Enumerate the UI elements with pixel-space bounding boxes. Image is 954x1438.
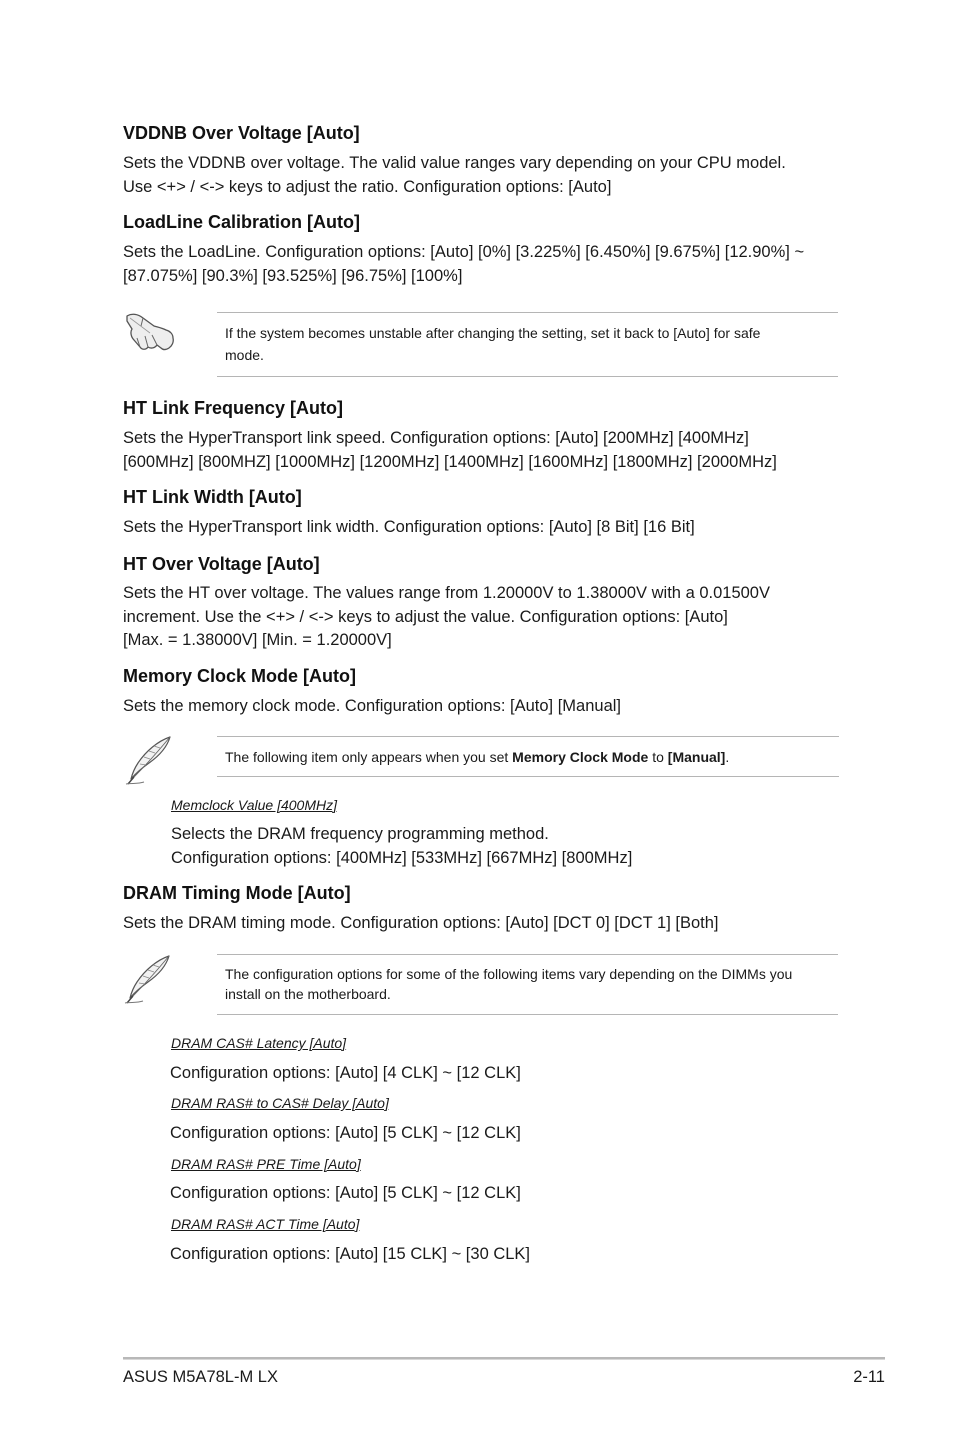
vddnb-heading: VDDNB Over Voltage [Auto] [123, 123, 360, 143]
memclock-description [123, 695, 853, 719]
note-unstable-line-1: If the system becomes unstable after changing the setting, set it back to [Auto] for safe [225, 325, 761, 341]
rasact-description [170, 1242, 530, 1266]
dramtiming-heading: DRAM Timing Mode [Auto] [123, 883, 351, 903]
htfreq-line-2: [600MHz] [800MHZ] [1000MHz] [1200MHz] [1400MHz] [1600MHz] [1800MHz] [2000MHz] [123, 452, 777, 471]
raspre-line-1: Configuration options: [Auto] [5 CLK] ~ [12 CLK] [170, 1184, 521, 1202]
htfreq-line-1: Sets the HyperTransport link speed. Configuration options: [Auto] [200MHz] [400MHz] [123, 429, 749, 447]
memclockvalue-description [171, 822, 632, 870]
cas-heading: DRAM CAS# Latency [Auto] [171, 1035, 347, 1051]
htvolt-line-2: increment. Use the <+> / <-> keys to adjust the value. Configuration options: [Auto] [123, 607, 728, 626]
note-memclock-line [225, 746, 729, 768]
note-dimm-line-1: The configuration options for some of the following items vary depending on the DIMMs you [225, 966, 793, 982]
vddnb-description [123, 152, 853, 199]
htvolt-heading: HT Over Voltage [Auto] [123, 554, 320, 574]
rasact-heading: DRAM RAS# ACT Time [Auto] [171, 1216, 360, 1232]
rasact-line-1: Configuration options: [Auto] [15 CLK] ~ [30 CLK] [170, 1245, 531, 1263]
memclockvalue-line-2: Configuration options: [400MHz] [533MHz] [667MHz] [800MHz] [171, 849, 633, 867]
htwidth-line-1: Sets the HyperTransport link width. Configuration options: [Auto] [8 Bit] [16 Bit] [123, 518, 695, 536]
loadline-line-1: Sets the LoadLine. Configuration options: [Auto] [0%] [3.225%] [6.450%] [9.675%] [12.90%] ~ [123, 243, 805, 261]
memclockvalue-heading: Memclock Value [400MHz] [171, 797, 337, 813]
memclock-heading: Memory Clock Mode [Auto] [123, 666, 357, 686]
raspre-heading: DRAM RAS# PRE Time [Auto] [171, 1156, 361, 1172]
raspre-description [170, 1181, 521, 1205]
note-dimm-line-2: install on the motherboard. [225, 986, 391, 1002]
loadline-line-2: [87.075%] [90.3%] [93.525%] [96.75%] [100%] [123, 266, 463, 285]
note-memclock-prefix: The following item only appears when you set [225, 749, 513, 765]
note-unstable-setting [217, 312, 838, 377]
vddnb-line-2: Use <+> / <-> keys to adjust the ratio. Configuration options: [Auto] [123, 177, 612, 196]
footer-page-number: 2-11 [853, 1368, 885, 1386]
dramtiming-description [123, 912, 853, 936]
note-dimm-options [217, 954, 838, 1015]
vddnb-line-1: Sets the VDDNB over voltage. The valid value ranges vary depending on your CPU model. [123, 154, 786, 172]
loadline-description [123, 241, 853, 288]
loadline-heading: LoadLine Calibration [Auto] [123, 212, 360, 232]
footer-product-name: ASUS M5A78L-M LX [123, 1368, 278, 1386]
htwidth-description [123, 516, 853, 540]
memclock-line-1: Sets the memory clock mode. Configuration options: [Auto] [Manual] [123, 697, 621, 715]
htvolt-line-1: Sets the HT over voltage. The values range from 1.20000V to 1.38000V with a 0.01500V [123, 584, 770, 602]
footer-divider [123, 1357, 885, 1360]
feather-pen-icon [122, 735, 176, 787]
rascas-line-1: Configuration options: [Auto] [5 CLK] ~ [12 CLK] [170, 1124, 521, 1142]
note-memclock-bold-mode: Memory Clock Mode [512, 749, 649, 765]
rascas-heading: DRAM RAS# to CAS# Delay [Auto] [171, 1095, 389, 1111]
htfreq-description [123, 427, 853, 474]
note-memclock-middle: to [648, 749, 668, 765]
htwidth-heading: HT Link Width [Auto] [123, 487, 302, 507]
note-unstable-line-2: mode. [225, 347, 264, 363]
feather-pen-icon [121, 954, 175, 1006]
memclockvalue-line-1: Selects the DRAM frequency programming method. [171, 825, 549, 843]
note-memclock-suffix: . [725, 749, 730, 765]
cas-description [170, 1061, 521, 1085]
htfreq-heading: HT Link Frequency [Auto] [123, 398, 343, 418]
rascas-description [170, 1121, 521, 1145]
htvolt-line-3: [Max. = 1.38000V] [Min. = 1.20000V] [123, 631, 392, 649]
cas-line-1: Configuration options: [Auto] [4 CLK] ~ [12 CLK] [170, 1064, 521, 1082]
htvolt-description [123, 582, 853, 653]
note-memclock-manual [217, 736, 839, 777]
hand-icon [124, 309, 176, 355]
note-memclock-bold-manual: [Manual] [667, 749, 726, 765]
dramtiming-line-1: Sets the DRAM timing mode. Configuration options: [Auto] [DCT 0] [DCT 1] [Both] [123, 914, 719, 932]
